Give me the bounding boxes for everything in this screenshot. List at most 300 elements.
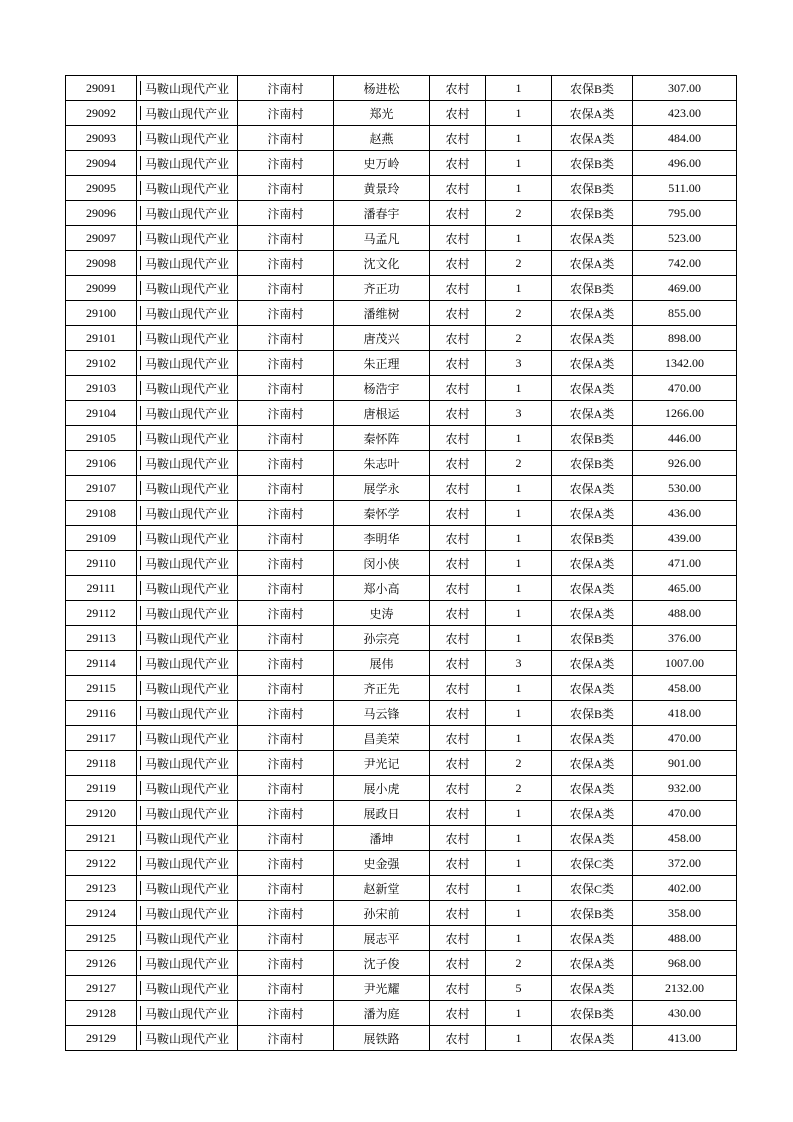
cell-record-id: 29108 <box>66 501 137 526</box>
cell-village: 汴南村 <box>238 826 334 851</box>
cell-record-id: 29120 <box>66 801 137 826</box>
cell-amount: 439.00 <box>633 526 737 551</box>
cell-amount: 423.00 <box>633 101 737 126</box>
cell-insurance-category: 农保B类 <box>552 701 633 726</box>
cell-organization: 马鞍山现代产业 <box>137 451 238 476</box>
cell-residence-type: 农村 <box>430 901 486 926</box>
cell-residence-type: 农村 <box>430 551 486 576</box>
cell-village: 汴南村 <box>238 851 334 876</box>
cell-record-id: 29123 <box>66 876 137 901</box>
cell-organization: 马鞍山现代产业 <box>137 251 238 276</box>
cell-record-id: 29102 <box>66 351 137 376</box>
cell-village: 汴南村 <box>238 426 334 451</box>
table-row <box>66 801 737 826</box>
cell-organization: 马鞍山现代产业 <box>137 601 238 626</box>
cell-person-name: 史金强 <box>334 851 430 876</box>
cell-village: 汴南村 <box>238 326 334 351</box>
cell-insurance-category: 农保A类 <box>552 376 633 401</box>
cell-record-id: 29125 <box>66 926 137 951</box>
cell-organization: 马鞍山现代产业 <box>137 776 238 801</box>
table-row <box>66 101 737 126</box>
cell-village: 汴南村 <box>238 276 334 301</box>
cell-record-id: 29111 <box>66 576 137 601</box>
table-row <box>66 576 737 601</box>
table-row <box>66 351 737 376</box>
cell-village: 汴南村 <box>238 576 334 601</box>
cell-organization: 马鞍山现代产业 <box>137 276 238 301</box>
cell-organization: 马鞍山现代产业 <box>137 201 238 226</box>
cell-insurance-category: 农保A类 <box>552 551 633 576</box>
cell-village: 汴南村 <box>238 651 334 676</box>
cell-person-name: 赵新堂 <box>334 876 430 901</box>
cell-amount: 523.00 <box>633 226 737 251</box>
cell-village: 汴南村 <box>238 601 334 626</box>
cell-insurance-category: 农保A类 <box>552 676 633 701</box>
cell-residence-type: 农村 <box>430 326 486 351</box>
records-table-body <box>66 76 737 1051</box>
cell-residence-type: 农村 <box>430 251 486 276</box>
cell-residence-type: 农村 <box>430 376 486 401</box>
cell-insurance-category: 农保A类 <box>552 251 633 276</box>
table-row <box>66 626 737 651</box>
cell-insurance-category: 农保A类 <box>552 301 633 326</box>
cell-village: 汴南村 <box>238 751 334 776</box>
cell-insurance-category: 农保A类 <box>552 576 633 601</box>
cell-record-id: 29091 <box>66 76 137 101</box>
cell-person-count: 3 <box>486 651 552 676</box>
cell-amount: 511.00 <box>633 176 737 201</box>
cell-organization: 马鞍山现代产业 <box>137 401 238 426</box>
cell-organization: 马鞍山现代产业 <box>137 901 238 926</box>
table-row <box>66 901 737 926</box>
cell-residence-type: 农村 <box>430 601 486 626</box>
cell-organization: 马鞍山现代产业 <box>137 526 238 551</box>
cell-record-id: 29106 <box>66 451 137 476</box>
cell-record-id: 29103 <box>66 376 137 401</box>
cell-village: 汴南村 <box>238 101 334 126</box>
cell-record-id: 29116 <box>66 701 137 726</box>
cell-residence-type: 农村 <box>430 1026 486 1051</box>
cell-amount: 470.00 <box>633 726 737 751</box>
cell-amount: 430.00 <box>633 1001 737 1026</box>
cell-person-count: 1 <box>486 626 552 651</box>
table-row <box>66 676 737 701</box>
cell-person-name: 史万岭 <box>334 151 430 176</box>
cell-insurance-category: 农保A类 <box>552 101 633 126</box>
cell-organization: 马鞍山现代产业 <box>137 1001 238 1026</box>
cell-record-id: 29109 <box>66 526 137 551</box>
cell-amount: 307.00 <box>633 76 737 101</box>
cell-village: 汴南村 <box>238 76 334 101</box>
cell-person-count: 1 <box>486 876 552 901</box>
cell-insurance-category: 农保A类 <box>552 826 633 851</box>
cell-residence-type: 农村 <box>430 451 486 476</box>
cell-village: 汴南村 <box>238 301 334 326</box>
cell-village: 汴南村 <box>238 376 334 401</box>
table-row <box>66 851 737 876</box>
cell-record-id: 29119 <box>66 776 137 801</box>
table-row <box>66 1026 737 1051</box>
cell-person-name: 展伟 <box>334 651 430 676</box>
cell-person-count: 1 <box>486 76 552 101</box>
cell-record-id: 29097 <box>66 226 137 251</box>
cell-residence-type: 农村 <box>430 876 486 901</box>
cell-person-count: 1 <box>486 676 552 701</box>
cell-person-name: 展小虎 <box>334 776 430 801</box>
cell-record-id: 29126 <box>66 951 137 976</box>
cell-organization: 马鞍山现代产业 <box>137 326 238 351</box>
cell-person-name: 展铁路 <box>334 1026 430 1051</box>
cell-amount: 488.00 <box>633 926 737 951</box>
cell-record-id: 29094 <box>66 151 137 176</box>
table-row <box>66 726 737 751</box>
cell-organization: 马鞍山现代产业 <box>137 851 238 876</box>
table-row <box>66 701 737 726</box>
cell-amount: 488.00 <box>633 601 737 626</box>
cell-village: 汴南村 <box>238 676 334 701</box>
cell-insurance-category: 农保C类 <box>552 876 633 901</box>
cell-residence-type: 农村 <box>430 676 486 701</box>
cell-organization: 马鞍山现代产业 <box>137 976 238 1001</box>
cell-person-name: 潘坤 <box>334 826 430 851</box>
cell-person-count: 1 <box>486 726 552 751</box>
cell-person-name: 秦怀阵 <box>334 426 430 451</box>
cell-amount: 901.00 <box>633 751 737 776</box>
cell-amount: 465.00 <box>633 576 737 601</box>
cell-person-count: 1 <box>486 226 552 251</box>
cell-organization: 马鞍山现代产业 <box>137 426 238 451</box>
cell-village: 汴南村 <box>238 526 334 551</box>
cell-organization: 马鞍山现代产业 <box>137 376 238 401</box>
cell-organization: 马鞍山现代产业 <box>137 126 238 151</box>
table-row <box>66 826 737 851</box>
cell-residence-type: 农村 <box>430 726 486 751</box>
cell-organization: 马鞍山现代产业 <box>137 701 238 726</box>
cell-insurance-category: 农保B类 <box>552 901 633 926</box>
cell-organization: 马鞍山现代产业 <box>137 551 238 576</box>
cell-person-count: 2 <box>486 326 552 351</box>
table-row <box>66 301 737 326</box>
cell-person-name: 马孟凡 <box>334 226 430 251</box>
cell-village: 汴南村 <box>238 351 334 376</box>
cell-record-id: 29113 <box>66 626 137 651</box>
cell-person-name: 郑小高 <box>334 576 430 601</box>
cell-organization: 马鞍山现代产业 <box>137 501 238 526</box>
cell-person-name: 尹光耀 <box>334 976 430 1001</box>
cell-person-count: 2 <box>486 751 552 776</box>
cell-record-id: 29115 <box>66 676 137 701</box>
cell-insurance-category: 农保B类 <box>552 451 633 476</box>
cell-person-name: 马云锋 <box>334 701 430 726</box>
cell-residence-type: 农村 <box>430 501 486 526</box>
cell-amount: 418.00 <box>633 701 737 726</box>
cell-organization: 马鞍山现代产业 <box>137 951 238 976</box>
cell-record-id: 29118 <box>66 751 137 776</box>
cell-person-name: 孙宋前 <box>334 901 430 926</box>
cell-insurance-category: 农保B类 <box>552 201 633 226</box>
cell-person-name: 李明华 <box>334 526 430 551</box>
cell-organization: 马鞍山现代产业 <box>137 626 238 651</box>
cell-insurance-category: 农保A类 <box>552 951 633 976</box>
cell-person-name: 沈子俊 <box>334 951 430 976</box>
cell-amount: 470.00 <box>633 376 737 401</box>
cell-person-count: 1 <box>486 851 552 876</box>
cell-organization: 马鞍山现代产业 <box>137 576 238 601</box>
table-row <box>66 1001 737 1026</box>
cell-insurance-category: 农保A类 <box>552 351 633 376</box>
cell-person-count: 3 <box>486 401 552 426</box>
cell-village: 汴南村 <box>238 201 334 226</box>
cell-residence-type: 农村 <box>430 926 486 951</box>
cell-person-name: 尹光记 <box>334 751 430 776</box>
cell-person-name: 潘维树 <box>334 301 430 326</box>
cell-person-name: 唐茂兴 <box>334 326 430 351</box>
cell-village: 汴南村 <box>238 151 334 176</box>
cell-person-count: 1 <box>486 1001 552 1026</box>
cell-record-id: 29129 <box>66 1026 137 1051</box>
records-table <box>65 75 737 1051</box>
cell-person-count: 1 <box>486 601 552 626</box>
cell-person-count: 1 <box>486 701 552 726</box>
cell-village: 汴南村 <box>238 1026 334 1051</box>
cell-insurance-category: 农保A类 <box>552 751 633 776</box>
cell-record-id: 29095 <box>66 176 137 201</box>
cell-person-name: 展学永 <box>334 476 430 501</box>
cell-residence-type: 农村 <box>430 576 486 601</box>
table-row <box>66 151 737 176</box>
cell-village: 汴南村 <box>238 951 334 976</box>
cell-amount: 1266.00 <box>633 401 737 426</box>
cell-residence-type: 农村 <box>430 426 486 451</box>
cell-amount: 484.00 <box>633 126 737 151</box>
cell-person-count: 1 <box>486 826 552 851</box>
cell-amount: 530.00 <box>633 476 737 501</box>
cell-person-name: 齐正先 <box>334 676 430 701</box>
cell-person-name: 昌美荣 <box>334 726 430 751</box>
cell-record-id: 29128 <box>66 1001 137 1026</box>
cell-person-count: 1 <box>486 151 552 176</box>
cell-person-count: 1 <box>486 426 552 451</box>
cell-person-count: 3 <box>486 351 552 376</box>
cell-insurance-category: 农保B类 <box>552 626 633 651</box>
cell-organization: 马鞍山现代产业 <box>137 926 238 951</box>
cell-residence-type: 农村 <box>430 76 486 101</box>
cell-person-count: 1 <box>486 901 552 926</box>
cell-person-count: 1 <box>486 376 552 401</box>
cell-organization: 马鞍山现代产业 <box>137 676 238 701</box>
cell-person-count: 2 <box>486 776 552 801</box>
table-row <box>66 551 737 576</box>
cell-amount: 436.00 <box>633 501 737 526</box>
cell-amount: 926.00 <box>633 451 737 476</box>
cell-insurance-category: 农保A类 <box>552 976 633 1001</box>
cell-amount: 446.00 <box>633 426 737 451</box>
cell-amount: 470.00 <box>633 801 737 826</box>
cell-person-count: 1 <box>486 126 552 151</box>
cell-insurance-category: 农保B类 <box>552 76 633 101</box>
cell-amount: 402.00 <box>633 876 737 901</box>
cell-amount: 898.00 <box>633 326 737 351</box>
cell-village: 汴南村 <box>238 176 334 201</box>
cell-village: 汴南村 <box>238 626 334 651</box>
cell-amount: 372.00 <box>633 851 737 876</box>
table-row <box>66 776 737 801</box>
cell-residence-type: 农村 <box>430 976 486 1001</box>
cell-person-name: 朱正理 <box>334 351 430 376</box>
cell-village: 汴南村 <box>238 901 334 926</box>
table-row <box>66 126 737 151</box>
table-row <box>66 951 737 976</box>
table-row <box>66 251 737 276</box>
cell-residence-type: 农村 <box>430 1001 486 1026</box>
cell-organization: 马鞍山现代产业 <box>137 826 238 851</box>
cell-organization: 马鞍山现代产业 <box>137 751 238 776</box>
cell-amount: 376.00 <box>633 626 737 651</box>
cell-person-name: 展政日 <box>334 801 430 826</box>
cell-record-id: 29100 <box>66 301 137 326</box>
table-row <box>66 926 737 951</box>
table-row <box>66 326 737 351</box>
cell-record-id: 29121 <box>66 826 137 851</box>
table-row <box>66 501 737 526</box>
cell-record-id: 29122 <box>66 851 137 876</box>
cell-record-id: 29124 <box>66 901 137 926</box>
cell-village: 汴南村 <box>238 501 334 526</box>
cell-person-name: 赵燕 <box>334 126 430 151</box>
cell-organization: 马鞍山现代产业 <box>137 801 238 826</box>
cell-insurance-category: 农保B类 <box>552 426 633 451</box>
table-row <box>66 451 737 476</box>
cell-residence-type: 农村 <box>430 801 486 826</box>
cell-organization: 马鞍山现代产业 <box>137 76 238 101</box>
table-row <box>66 226 737 251</box>
cell-residence-type: 农村 <box>430 176 486 201</box>
cell-amount: 496.00 <box>633 151 737 176</box>
cell-insurance-category: 农保A类 <box>552 326 633 351</box>
table-row <box>66 976 737 1001</box>
cell-village: 汴南村 <box>238 551 334 576</box>
cell-insurance-category: 农保A类 <box>552 776 633 801</box>
cell-person-count: 1 <box>486 576 552 601</box>
cell-person-name: 杨进松 <box>334 76 430 101</box>
cell-person-count: 5 <box>486 976 552 1001</box>
cell-amount: 855.00 <box>633 301 737 326</box>
cell-person-name: 杨浩宇 <box>334 376 430 401</box>
cell-residence-type: 农村 <box>430 626 486 651</box>
cell-person-count: 1 <box>486 551 552 576</box>
cell-amount: 458.00 <box>633 826 737 851</box>
cell-person-name: 秦怀学 <box>334 501 430 526</box>
cell-village: 汴南村 <box>238 726 334 751</box>
cell-amount: 932.00 <box>633 776 737 801</box>
cell-record-id: 29114 <box>66 651 137 676</box>
cell-insurance-category: 农保B类 <box>552 276 633 301</box>
cell-person-count: 1 <box>486 526 552 551</box>
cell-person-name: 潘为庭 <box>334 1001 430 1026</box>
cell-village: 汴南村 <box>238 476 334 501</box>
cell-residence-type: 农村 <box>430 751 486 776</box>
cell-insurance-category: 农保A类 <box>552 1026 633 1051</box>
cell-person-name: 唐根运 <box>334 401 430 426</box>
cell-person-name: 闵小侠 <box>334 551 430 576</box>
cell-insurance-category: 农保A类 <box>552 601 633 626</box>
cell-person-name: 沈文化 <box>334 251 430 276</box>
cell-organization: 马鞍山现代产业 <box>137 151 238 176</box>
table-row <box>66 426 737 451</box>
cell-residence-type: 农村 <box>430 301 486 326</box>
cell-amount: 1342.00 <box>633 351 737 376</box>
cell-residence-type: 农村 <box>430 401 486 426</box>
cell-person-name: 朱志叶 <box>334 451 430 476</box>
cell-residence-type: 农村 <box>430 276 486 301</box>
cell-amount: 2132.00 <box>633 976 737 1001</box>
cell-person-count: 1 <box>486 101 552 126</box>
cell-person-name: 潘春宇 <box>334 201 430 226</box>
cell-person-count: 1 <box>486 926 552 951</box>
cell-person-count: 2 <box>486 201 552 226</box>
cell-person-count: 1 <box>486 501 552 526</box>
cell-village: 汴南村 <box>238 701 334 726</box>
cell-residence-type: 农村 <box>430 226 486 251</box>
cell-village: 汴南村 <box>238 926 334 951</box>
cell-village: 汴南村 <box>238 451 334 476</box>
cell-person-count: 2 <box>486 951 552 976</box>
cell-person-name: 黄景玲 <box>334 176 430 201</box>
table-row <box>66 176 737 201</box>
cell-insurance-category: 农保C类 <box>552 851 633 876</box>
cell-insurance-category: 农保A类 <box>552 651 633 676</box>
cell-person-name: 史涛 <box>334 601 430 626</box>
cell-insurance-category: 农保A类 <box>552 801 633 826</box>
cell-residence-type: 农村 <box>430 351 486 376</box>
cell-residence-type: 农村 <box>430 126 486 151</box>
table-row <box>66 526 737 551</box>
cell-residence-type: 农村 <box>430 201 486 226</box>
cell-residence-type: 农村 <box>430 701 486 726</box>
cell-amount: 1007.00 <box>633 651 737 676</box>
cell-residence-type: 农村 <box>430 151 486 176</box>
cell-person-count: 1 <box>486 276 552 301</box>
cell-residence-type: 农村 <box>430 951 486 976</box>
cell-organization: 马鞍山现代产业 <box>137 726 238 751</box>
cell-amount: 458.00 <box>633 676 737 701</box>
cell-amount: 413.00 <box>633 1026 737 1051</box>
cell-residence-type: 农村 <box>430 651 486 676</box>
cell-record-id: 29096 <box>66 201 137 226</box>
cell-record-id: 29112 <box>66 601 137 626</box>
table-row <box>66 201 737 226</box>
cell-record-id: 29093 <box>66 126 137 151</box>
table-row <box>66 276 737 301</box>
cell-village: 汴南村 <box>238 801 334 826</box>
cell-insurance-category: 农保A类 <box>552 476 633 501</box>
cell-organization: 马鞍山现代产业 <box>137 651 238 676</box>
cell-record-id: 29099 <box>66 276 137 301</box>
cell-residence-type: 农村 <box>430 776 486 801</box>
cell-person-count: 2 <box>486 301 552 326</box>
cell-village: 汴南村 <box>238 1001 334 1026</box>
cell-organization: 马鞍山现代产业 <box>137 351 238 376</box>
cell-record-id: 29110 <box>66 551 137 576</box>
cell-village: 汴南村 <box>238 226 334 251</box>
cell-village: 汴南村 <box>238 401 334 426</box>
cell-person-count: 1 <box>486 476 552 501</box>
cell-insurance-category: 农保A类 <box>552 401 633 426</box>
cell-organization: 马鞍山现代产业 <box>137 476 238 501</box>
cell-insurance-category: 农保B类 <box>552 1001 633 1026</box>
cell-organization: 马鞍山现代产业 <box>137 226 238 251</box>
cell-record-id: 29092 <box>66 101 137 126</box>
